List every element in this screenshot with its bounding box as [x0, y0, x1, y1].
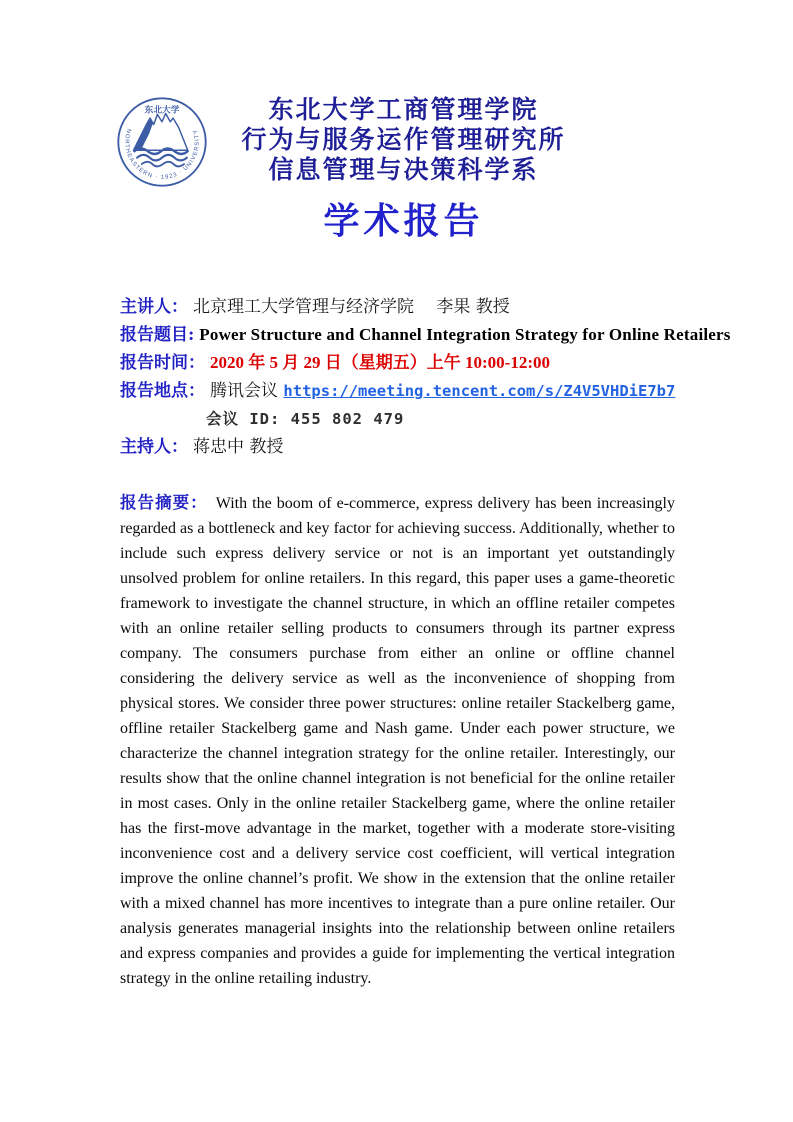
speaker-line: [120, 293, 677, 321]
topic-value: Power Structure and Channel Integration Strategy for Online Retailers: [199, 325, 731, 344]
university-seal-logo: [116, 96, 208, 188]
topic-line: [120, 321, 731, 349]
page-title: 学术报告: [323, 200, 484, 241]
time-label: 报告时间：: [120, 353, 205, 373]
speaker-value: 北京理工大学管理与经济学院 李果 教授: [193, 297, 510, 317]
seal-ring-text: NORTHEASTERN · 1923 · UNIVERSITY: [123, 127, 201, 181]
venue-platform: 腾讯会议: [210, 381, 284, 401]
org-line-department: 信息管理与决策科学系: [268, 156, 539, 184]
meeting-link[interactable]: https://meeting.tencent.com/s/Z4V5VHDiE7b7: [283, 382, 676, 400]
abstract-label: 报告摘要：: [120, 493, 208, 512]
venue-label: 报告地点：: [120, 381, 205, 401]
org-line-institute: 行为与服务运作管理研究所: [241, 126, 566, 154]
topic-label: 报告题目:: [120, 325, 195, 345]
org-line-school: 东北大学工商管理学院: [268, 96, 539, 124]
time-value: 2020 年 5 月 29 日（星期五）上午 10:00-12:00: [210, 353, 550, 372]
abstract-body: With the boom of e-commerce, express delivery has been increasingly regarded as a bottleneck and key factor for achieving success. Additionally, whether to include such express delivery service or not is an important yet outstandingly unsolved problem for online retailers. In this regard, this paper uses a game-theoretic framework to investigate the channel structure, in which an offline retailer competes with an online retailer selling products to consumers through its partner express company. The consumers purchase from either an online or offline channel considering the delivery service as well as the inconvenience of shopping from physical stores. We consider three power structures: online retailer Stackelberg game, offline retailer Stackelberg game and Nash game. Under each power structure, we characterize the channel integration strategy for the online retailer. Interestingly, our results show that the online channel integration is not beneficial for the online retailer in most cases. Only in the online retailer Stackelberg game, where the online retailer has the first-move advantage in the market, together with a moderate store-visiting inconvenience cost and a delivery service cost coefficient, will vertical integration improve the online channel’s profit. We show in the extension that the online retailer with a mixed channel has more incentives to integrate than a pure online retailer. Our analysis generates managerial insights into the relationship between online retailers and express companies and provides a guide for implementing the vertical integration strategy in the online retailing industry.: [120, 495, 676, 987]
meeting-id-line: 会议 ID: 455 802 479: [206, 410, 405, 428]
seal-top-calligraphy: 东北大学: [144, 104, 180, 115]
host-label: 主持人：: [120, 437, 188, 457]
abstract-paragraph: [120, 490, 675, 991]
host-line: [120, 433, 677, 461]
time-line: [120, 349, 677, 377]
venue-line: [120, 377, 677, 405]
speaker-label: 主讲人：: [120, 297, 188, 317]
seminar-details: [120, 293, 731, 461]
host-value: 蒋忠中 教授: [193, 437, 284, 457]
